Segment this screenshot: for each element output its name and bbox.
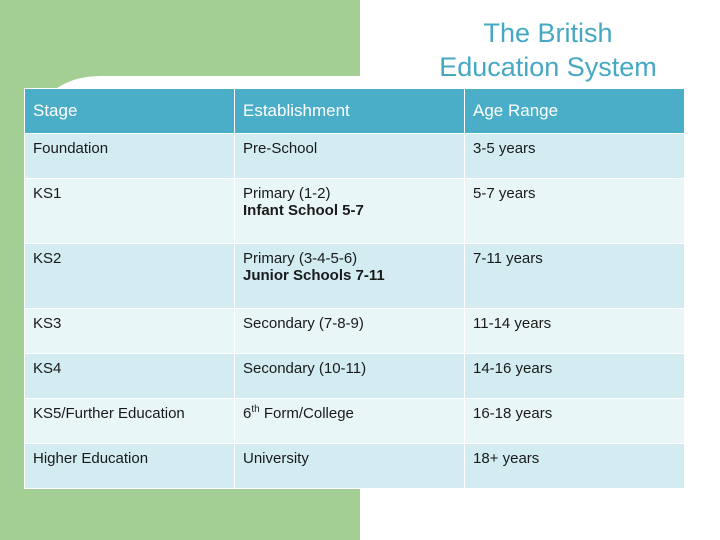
form-college-text: Form/College <box>259 405 354 422</box>
header-stage: Stage <box>25 89 235 134</box>
table-row <box>25 179 685 244</box>
table-row <box>25 309 685 354</box>
header-establishment: Establishment <box>235 89 465 134</box>
stage-cell: Higher Education <box>25 444 235 489</box>
establishment-line: Primary (1-2) <box>243 185 331 202</box>
establishment-cell <box>235 244 465 309</box>
age-cell: 16-18 years <box>465 399 685 444</box>
establishment-line: Primary (3-4-5-6) <box>243 250 358 267</box>
form-number: 6 <box>243 405 252 422</box>
establishment-cell: Secondary (7-8-9) <box>235 309 465 354</box>
age-cell: 3-5 years <box>465 134 685 179</box>
establishment-cell: University <box>235 444 465 489</box>
header-age-range: Age Range <box>465 89 685 134</box>
stage-cell: KS1 <box>25 179 235 244</box>
age-cell: 5-7 years <box>465 179 685 244</box>
table-header-row <box>25 89 685 134</box>
slide-title <box>428 16 668 84</box>
age-cell: 14-16 years <box>465 354 685 399</box>
table-row <box>25 444 685 489</box>
age-cell: 11-14 years <box>465 309 685 354</box>
stage-cell: KS3 <box>25 309 235 354</box>
title-line-2: Education System <box>439 52 657 82</box>
stage-cell: Foundation <box>25 134 235 179</box>
stage-cell: KS5/Further Education <box>25 399 235 444</box>
age-cell: 7-11 years <box>465 244 685 309</box>
establishment-school-line: Infant School 5-7 <box>243 202 364 219</box>
establishment-cell <box>235 179 465 244</box>
establishment-school-line: Junior Schools 7-11 <box>243 267 385 284</box>
form-ordinal-suffix: th <box>251 404 260 415</box>
establishment-cell: Pre-School <box>235 134 465 179</box>
table-row <box>25 399 685 444</box>
stage-cell: KS4 <box>25 354 235 399</box>
table-row <box>25 354 685 399</box>
establishment-cell: Secondary (10-11) <box>235 354 465 399</box>
table-row <box>25 244 685 309</box>
stage-cell: KS2 <box>25 244 235 309</box>
establishment-cell <box>235 399 465 444</box>
age-cell: 18+ years <box>465 444 685 489</box>
table-row <box>25 134 685 179</box>
title-line-1: The British <box>483 18 613 48</box>
education-table <box>24 88 685 489</box>
